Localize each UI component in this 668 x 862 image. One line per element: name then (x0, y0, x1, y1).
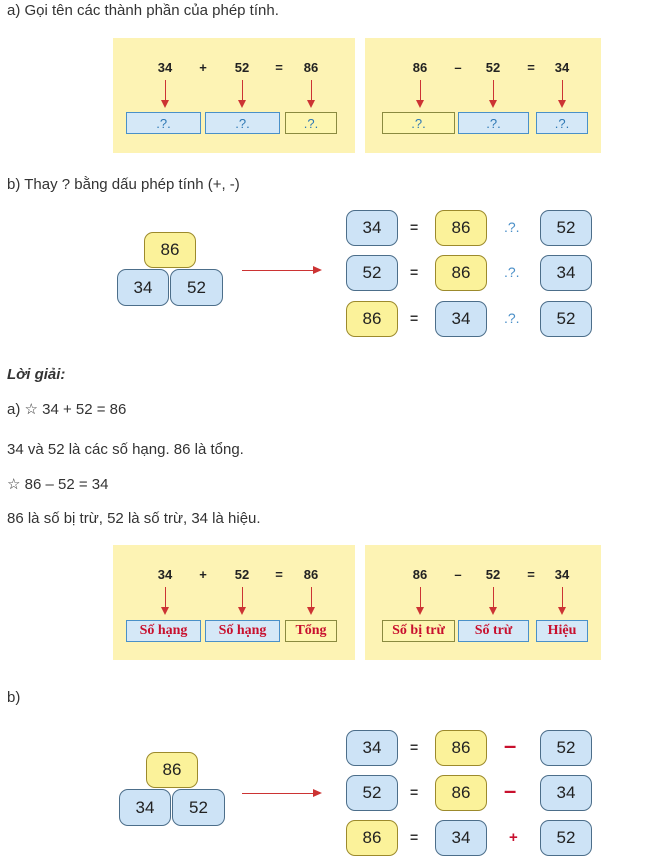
difference-label: Hiệu (536, 620, 588, 642)
solution-a-line-4: 86 là số bị trừ, 52 là số trừ, 34 là hiệu. (7, 510, 261, 527)
addend-1: 34 (157, 60, 173, 75)
eq3-rhs-tile: 52 (540, 301, 592, 337)
sum-name-box: .?. (285, 112, 337, 134)
arrow-right-icon (242, 270, 320, 271)
solution-b-label: b) (7, 689, 21, 706)
arrow-down-icon (562, 587, 563, 613)
solution-a-line-3: ☆ 86 – 52 = 34 (7, 476, 109, 493)
answer-eq2-rhs-tile: 34 (540, 775, 592, 811)
arrow-down-icon (562, 80, 563, 106)
minuend-label: Số bị trừ (382, 620, 455, 642)
answer-eq1-mid-tile: 86 (435, 730, 487, 766)
eq3-mid-tile: 34 (435, 301, 487, 337)
eq3-operator-placeholder: .?. (504, 310, 520, 326)
solution-a-line-2: 34 và 52 là các số hạng. 86 là tổng. (7, 441, 244, 458)
solution-a-line-1: a) ☆ 34 + 52 = 86 (7, 401, 127, 418)
answer-eq2-equals: = (410, 784, 419, 800)
subtrahend: 52 (485, 60, 501, 75)
addend-2-label: Số hạng (205, 620, 280, 642)
subtrahend-label: Số trừ (458, 620, 529, 642)
equals-sign: = (275, 567, 283, 582)
arrow-down-icon (165, 587, 166, 613)
question-b-text: b) Thay ? bằng dấu phép tính (+, -) (7, 176, 240, 193)
equals-sign: = (275, 60, 283, 75)
plus-sign: + (199, 567, 207, 582)
subtraction-panel (365, 38, 601, 153)
sum: 86 (303, 60, 319, 75)
question-a-text: a) Gọi tên các thành phần của phép tính. (7, 2, 279, 19)
plus-sign: + (199, 60, 207, 75)
answer-pyramid-top-tile: 86 (146, 752, 198, 788)
eq1-operator-placeholder: .?. (504, 219, 520, 235)
equals-sign: = (527, 567, 535, 582)
difference: 34 (554, 567, 570, 582)
answer-eq1-rhs-tile: 52 (540, 730, 592, 766)
answer-eq3-equals: = (410, 829, 419, 845)
answer-eq1-lhs-tile: 34 (346, 730, 398, 766)
addend-1: 34 (157, 567, 173, 582)
answer-eq2-mid-tile: 86 (435, 775, 487, 811)
arrow-down-icon (311, 80, 312, 106)
addend-1-label: Số hạng (126, 620, 201, 642)
arrow-down-icon (493, 587, 494, 613)
pyramid-top-tile: 86 (144, 232, 196, 268)
answer-pyramid-right-tile: 52 (172, 789, 225, 826)
answer-eq3-rhs-tile: 52 (540, 820, 592, 856)
addition-panel (113, 38, 355, 153)
eq2-operator-placeholder: .?. (504, 264, 520, 280)
minus-sign: – (454, 60, 462, 75)
arrow-down-icon (242, 587, 243, 613)
eq1-equals: = (410, 219, 419, 235)
arrow-down-icon (420, 587, 421, 613)
arrow-down-icon (420, 80, 421, 106)
answer-pyramid-left-tile: 34 (119, 789, 171, 826)
minuend: 86 (412, 60, 428, 75)
subtraction-answer-panel (365, 545, 601, 660)
solution-heading: Lời giải: (7, 366, 66, 383)
eq3-lhs-tile: 86 (346, 301, 398, 337)
sum: 86 (303, 567, 319, 582)
pyramid-right-tile: 52 (170, 269, 223, 306)
difference-name-box: .?. (536, 112, 588, 134)
eq2-equals: = (410, 264, 419, 280)
addend-2: 52 (234, 567, 250, 582)
arrow-down-icon (242, 80, 243, 106)
eq1-rhs-tile: 52 (540, 210, 592, 246)
addend-2: 52 (234, 60, 250, 75)
arrow-down-icon (165, 80, 166, 106)
answer-eq1-equals: = (410, 739, 419, 755)
eq2-mid-tile: 86 (435, 255, 487, 291)
answer-eq2-lhs-tile: 52 (346, 775, 398, 811)
eq1-mid-tile: 86 (435, 210, 487, 246)
answer-eq3-operator: + (509, 829, 518, 846)
minuend-name-box: .?. (382, 112, 455, 134)
subtrahend: 52 (485, 567, 501, 582)
pyramid-left-tile: 34 (117, 269, 169, 306)
addend-1-name-box: .?. (126, 112, 201, 134)
answer-eq3-lhs-tile: 86 (346, 820, 398, 856)
eq3-equals: = (410, 310, 419, 326)
arrow-down-icon (493, 80, 494, 106)
addend-2-name-box: .?. (205, 112, 280, 134)
sum-label: Tổng (285, 620, 337, 642)
eq2-rhs-tile: 34 (540, 255, 592, 291)
subtrahend-name-box: .?. (458, 112, 529, 134)
answer-eq1-operator: – (504, 733, 517, 758)
answer-eq2-operator: – (504, 778, 517, 803)
minuend: 86 (412, 567, 428, 582)
arrow-down-icon (311, 587, 312, 613)
eq2-lhs-tile: 52 (346, 255, 398, 291)
equals-sign: = (527, 60, 535, 75)
minus-sign: – (454, 567, 462, 582)
answer-eq3-mid-tile: 34 (435, 820, 487, 856)
arrow-right-icon (242, 793, 320, 794)
addition-answer-panel (113, 545, 355, 660)
difference: 34 (554, 60, 570, 75)
eq1-lhs-tile: 34 (346, 210, 398, 246)
